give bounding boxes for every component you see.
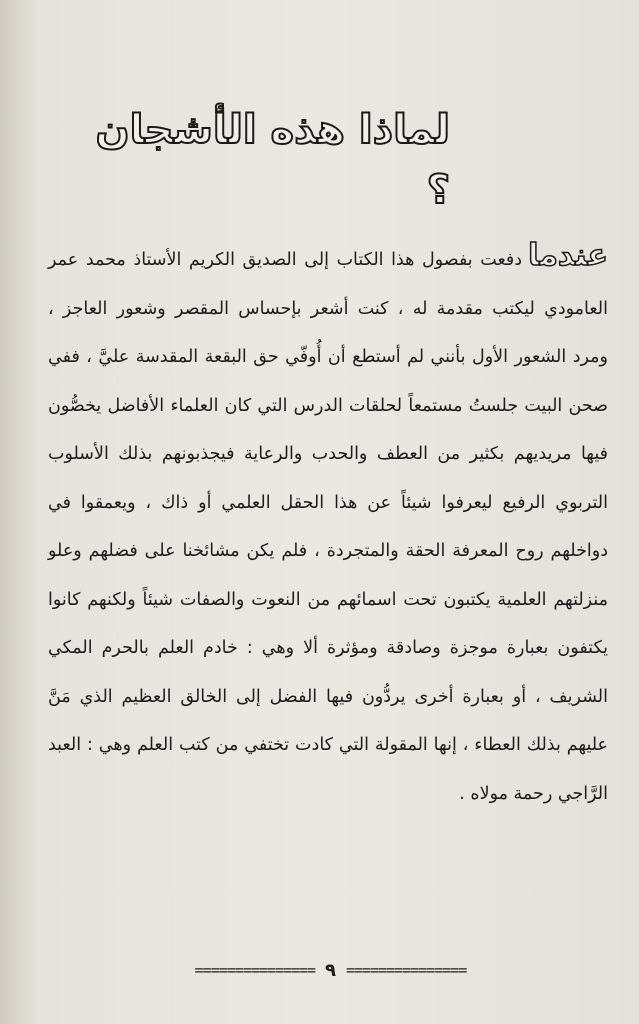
opening-word: عندما bbox=[528, 238, 608, 273]
page-footer bbox=[58, 955, 603, 985]
page-number: ٩ bbox=[325, 959, 336, 981]
footer-rule-left: =============== bbox=[194, 961, 315, 979]
bleed-through-texture bbox=[439, 88, 619, 208]
body-paragraph bbox=[48, 232, 608, 818]
chapter-title: لماذا هذه الأشجان ؟ bbox=[95, 107, 450, 213]
paragraph-text: دفعت بفصول هذا الكتاب إلى الصديق الكريم الأستاذ محمد عمر العامودي ليكتب مقدمة له ، كنت أشعر بإحساس المقصر وشعور العاجز ، ومرد الشعور الأول بأنني لم أستطع أن أُوفّي حق البقعة المقدسة عليَّ ، ففي صحن البيت جلستُ مستمعاً لحلقات الدرس التي كان العلماء الأفاضل يخصُّون فيها مريديهم بكثير من العطف والحدب والرعاية فيجذبونهم بذلك الأسلوب التربوي الرفيع ليعرفوا شيئاً عن هذا الحقل العلمي أو ذاك ، ويعمقوا في دواخلهم روح المعرفة الحقة والمتجردة ، فلم يكن مشائخنا على فضلهم وعلو منزلتهم العلمية يكتبون تحت اسمائهم من النعوت والصفات شيئاً ولكنهم كانوا يكتفون بعبارة موجزة وصادقة ومؤثرة ألا وهي : خادم العلم بالحرم المكي الشريف ، أو بعبارة أخرى يردُّون فيها الفضل إلى الخالق العظيم الذي مَنَّ عليهم بذلك العطاء ، إنها المقولة التي كادت تختفي من كتب العلم وهي : العبد الرَّاجي رحمة مولاه . bbox=[48, 250, 608, 804]
footer-rule-right: =============== bbox=[346, 961, 467, 979]
